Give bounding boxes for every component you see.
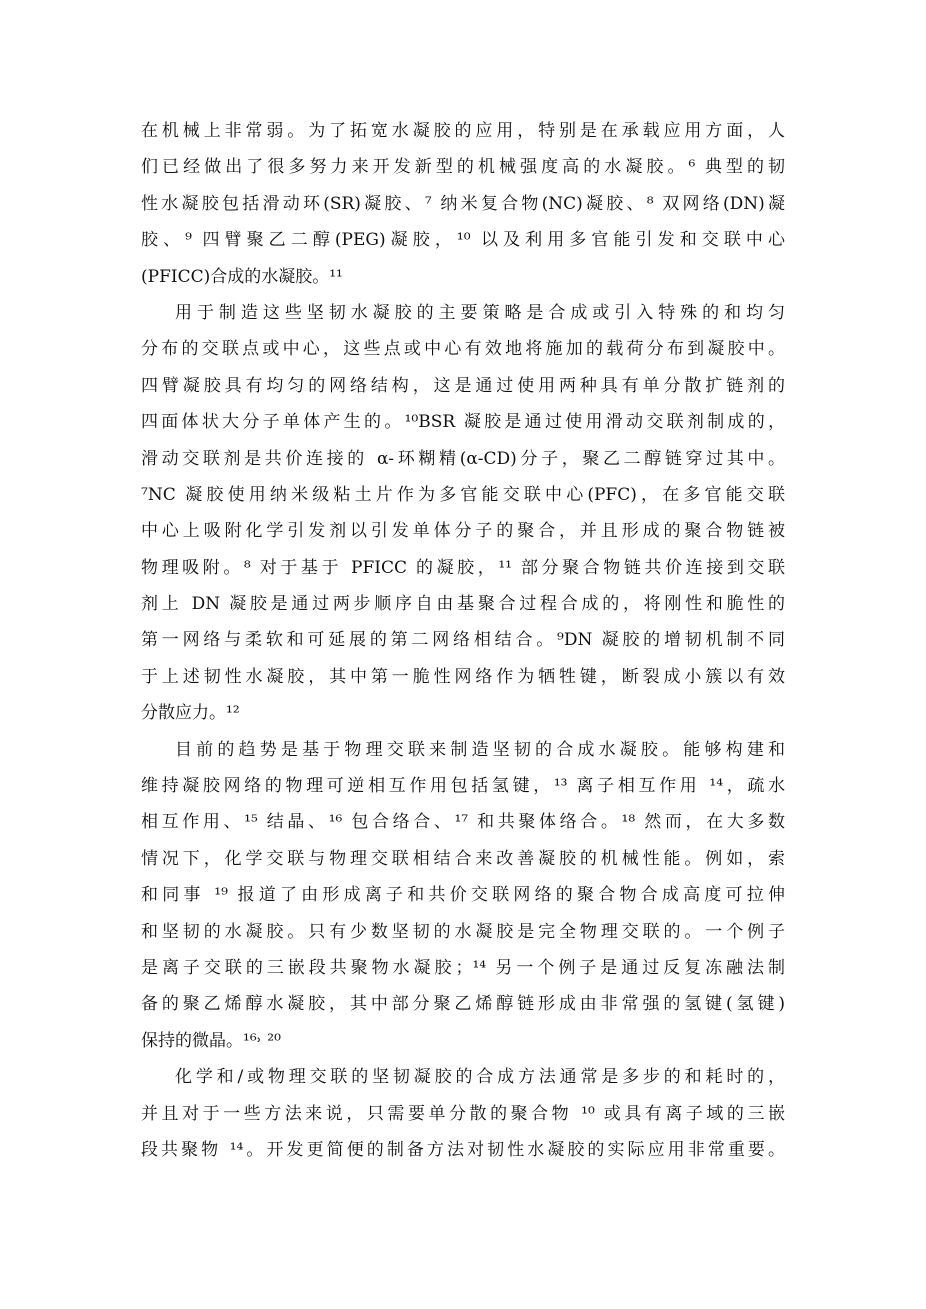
text-line: 和同事 ¹⁹ 报道了由形成离子和共价交联网络的聚合物合成高度可拉伸 (141, 885, 785, 906)
text-line: 物理吸附。⁸ 对于基于 PFICC 的凝胶，¹¹ 部分聚合物链共价连接到交联 (141, 557, 785, 578)
paragraph-4 (141, 1059, 785, 1168)
text-line: 剂上 DN 凝胶是通过两步顺序自由基聚合过程合成的，将刚性和脆性的 (141, 594, 785, 615)
text-line: 化学和/或物理交联的坚韧凝胶的合成方法通常是多步的和耗时的， (175, 1067, 785, 1088)
text-line: 四面体状大分子单体产生的。¹⁰BSR 凝胶是通过使用滑动交联剂制成的， (141, 412, 785, 433)
paragraph-1 (141, 113, 785, 295)
text-line: 胶、⁹ 四臂聚乙二醇(PEG)凝胶，¹⁰ 以及利用多官能引发和交联中心 (141, 230, 785, 251)
text-line: 于上述韧性水凝胶，其中第一脆性网络作为牺牲键，断裂成小簇以有效 (141, 666, 785, 687)
text-line: 在机械上非常弱。为了拓宽水凝胶的应用，特别是在承载应用方面，人 (141, 121, 785, 141)
text-line: 维持凝胶网络的物理可逆相互作用包括氢键，¹³ 离子相互作用 ¹⁴，疏水 (141, 776, 785, 797)
text-line: (PFICC)合成的水凝胶。¹¹ (141, 266, 343, 287)
text-line: 们已经做出了很多努力来开发新型的机械强度高的水凝胶。⁶ 典型的韧 (141, 157, 785, 178)
text-line: 并且对于一些方法来说，只需要单分散的聚合物 ¹⁰ 或具有离子域的三嵌 (141, 1103, 785, 1124)
text-line: 分散应力。¹² (141, 703, 240, 724)
text-line: 段共聚物 ¹⁴。开发更简便的制备方法对韧性水凝胶的实际应用非常重要。 (141, 1139, 785, 1160)
text-line: 滑动交联剂是共价连接的 α-环糊精(α-CD)分子，聚乙二醇链穿过其中。 (141, 448, 785, 469)
text-line: 中心上吸附化学引发剂以引发单体分子的聚合，并且形成的聚合物链被 (141, 521, 785, 542)
text-line: ⁷NC 凝胶使用纳米级粘土片作为多官能交联中心(PFC)，在多官能交联 (141, 484, 785, 505)
text-line: 目前的趋势是基于物理交联来制造坚韧的合成水凝胶。能够构建和 (175, 739, 785, 760)
text-line: 和坚韧的水凝胶。只有少数坚韧的水凝胶是完全物理交联的。一个例子 (141, 921, 785, 942)
text-line: 四臂凝胶具有均匀的网络结构，这是通过使用两种具有单分散扩链剂的 (141, 375, 785, 396)
text-line: 用于制造这些坚韧水凝胶的主要策略是合成或引入特殊的和均匀 (175, 302, 785, 323)
text-line: 相互作用、¹⁵ 结晶、¹⁶ 包合络合、¹⁷ 和共聚体络合。¹⁸ 然而，在大多数 (141, 812, 785, 833)
text-line: 第一网络与柔软和可延展的第二网络相结合。⁹DN 凝胶的增韧机制不同 (141, 630, 785, 651)
text-line: 分布的交联点或中心，这些点或中心有效地将施加的载荷分布到凝胶中。 (141, 339, 785, 360)
text-line: 保持的微晶。¹⁶˒ ²⁰ (141, 1030, 281, 1051)
document-body (141, 113, 785, 1168)
text-line: 性水凝胶包括滑动环(SR)凝胶、⁷ 纳米复合物(NC)凝胶、⁸ 双网络(DN)凝 (141, 193, 785, 214)
text-line: 是离子交联的三嵌段共聚物水凝胶；¹⁴ 另一个例子是通过反复冻融法制 (141, 957, 785, 978)
paragraph-2 (141, 295, 785, 732)
text-line: 备的聚乙烯醇水凝胶，其中部分聚乙烯醇链形成由非常强的氢键(氢键) (141, 994, 785, 1015)
text-line: 情况下，化学交联与物理交联相结合来改善凝胶的机械性能。例如，索 (141, 848, 785, 869)
paragraph-3 (141, 732, 785, 1060)
